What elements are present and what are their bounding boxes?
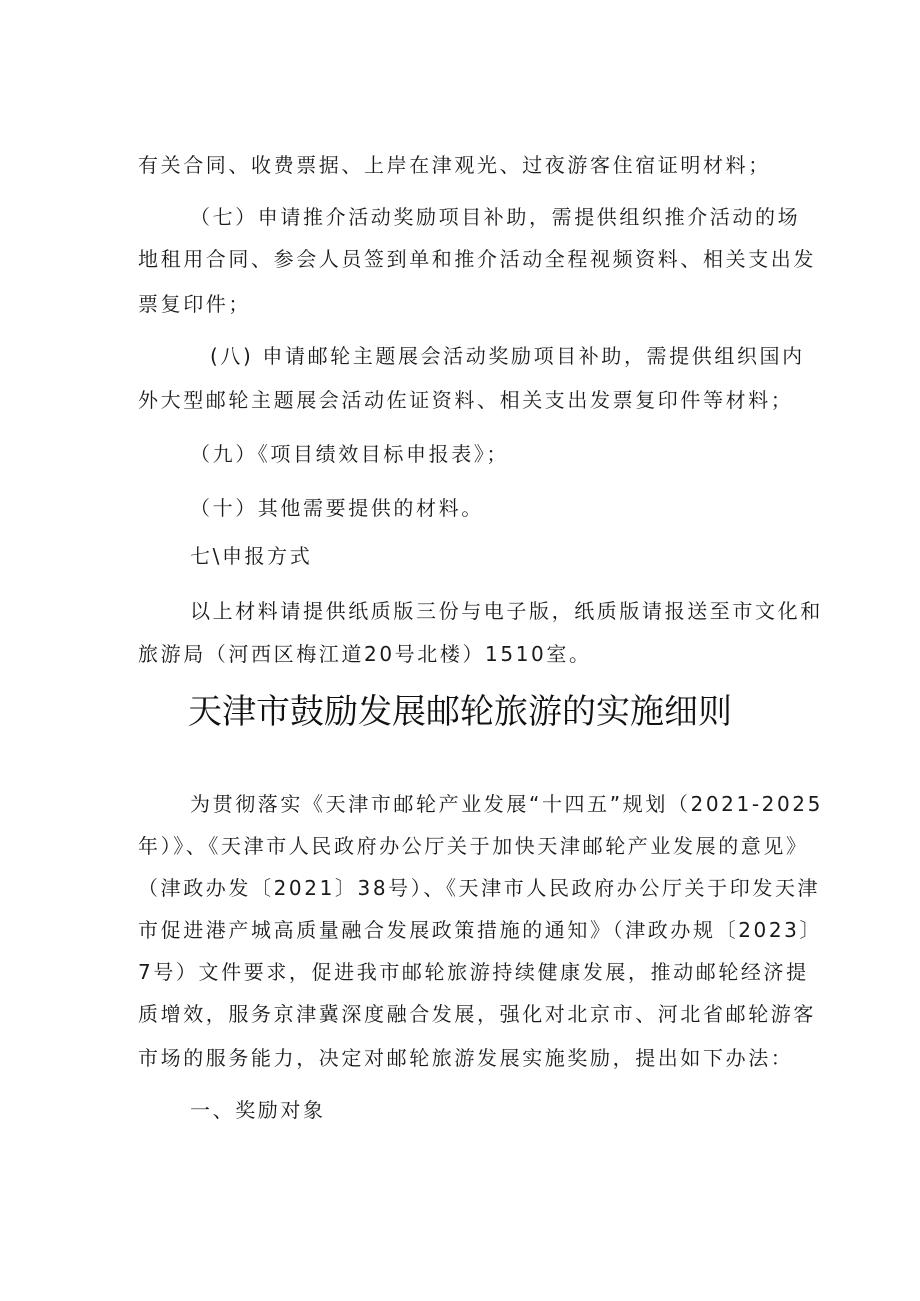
text-line: （十）其他需要提供的材料。 [190, 496, 484, 520]
section-heading: 七\申报方式 [190, 544, 313, 568]
text-line: (八) 申请邮轮主题展会活动奖励项目补助，需提供组织国内 [210, 344, 805, 368]
section-heading: 一、奖励对象 [190, 1098, 326, 1122]
text-line: 市促进港产城高质量融合发展政策措施的通知》（津政办规〔2023〕 [138, 918, 823, 942]
text-line: 外大型邮轮主题展会活动佐证资料、相关支出发票复印件等材料； [138, 388, 794, 412]
text-line: 有关合同、收费票据、上岸在津观光、过夜游客住宿证明材料； [138, 153, 771, 177]
text-line: 票复印件； [138, 292, 251, 316]
text-line: （九）《项目绩效目标申报表》； [190, 442, 509, 466]
text-line: 以上材料请提供纸质版三份与电子版，纸质版请报送至市文化和 [190, 599, 823, 623]
text-line: 年）》、《天津市人民政府办公厅关于加快天津邮轮产业发展的意见》 [138, 834, 809, 858]
text-line: 旅游局（河西区梅江道20号北楼）1510室。 [138, 642, 592, 666]
text-line: 市场的服务能力，决定对邮轮旅游发展实施奖励，提出如下办法： [138, 1046, 794, 1070]
text-line: （津政办发〔2021〕38号）、《天津市人民政府办公厅关于印发天津 [138, 876, 821, 900]
text-line: 为贯彻落实《天津市邮轮产业发展“十四五”规划（2021-2025 [190, 792, 823, 816]
document-title: 天津市鼓励发展邮轮旅游的实施细则 [188, 692, 732, 732]
text-line: 质增效，服务京津冀深度融合发展，强化对北京市、河北省邮轮游客 [138, 1002, 816, 1026]
text-line: 7号）文件要求，促进我市邮轮旅游持续健康发展，推动邮轮经济提 [138, 960, 809, 984]
text-line: （七）申请推介活动奖励项目补助，需提供组织推介活动的场 [190, 205, 801, 229]
text-line: 地租用合同、参会人员签到单和推介活动全程视频资料、相关支出发 [138, 247, 816, 271]
